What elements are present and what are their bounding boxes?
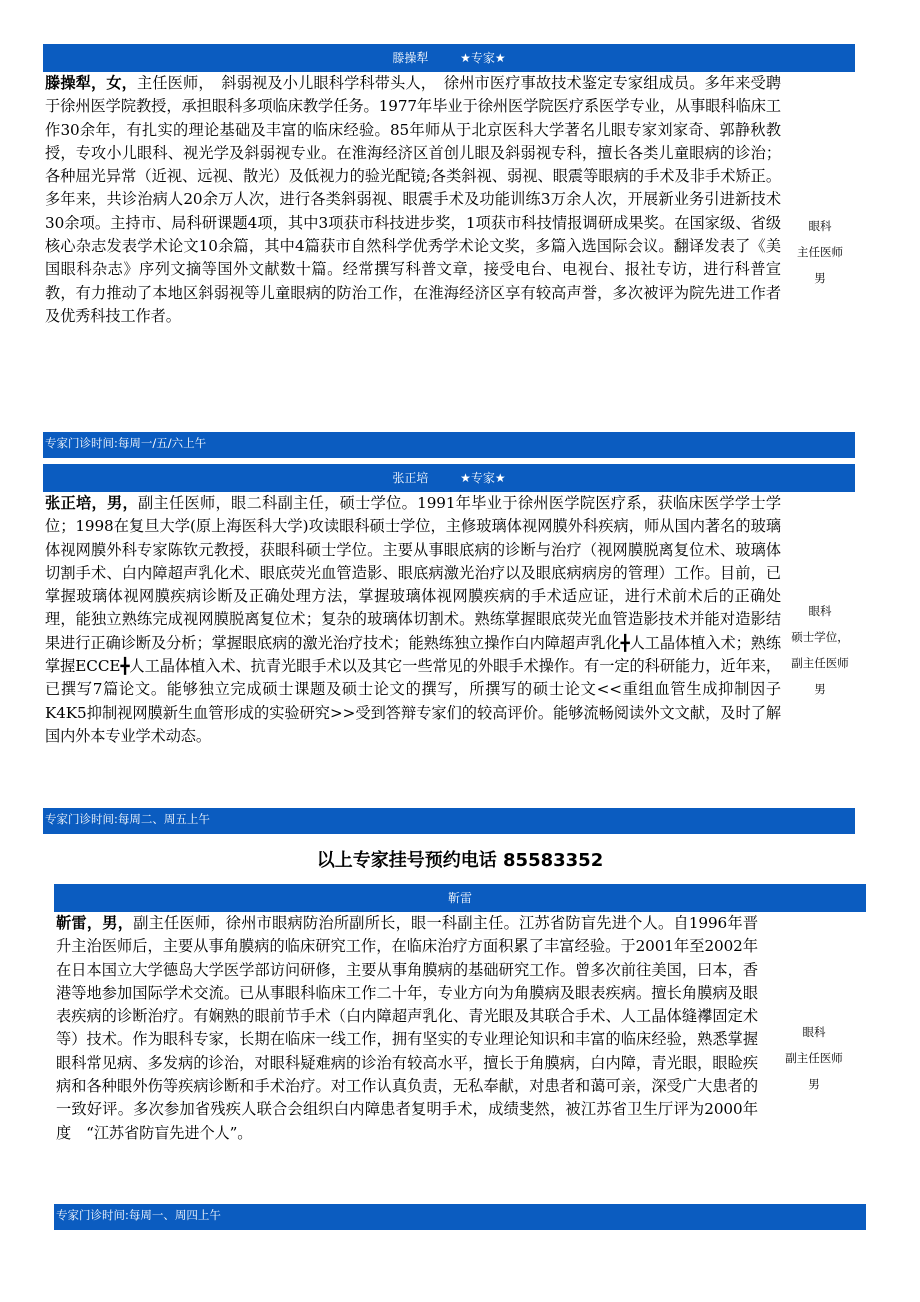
gender: 男 xyxy=(808,1077,820,1091)
department: 眼科 xyxy=(808,219,832,233)
doctor-bio xyxy=(43,492,785,808)
doctor-bio-text: 主任医师， 斜弱视及小儿眼科学科带头人， 徐州市医疗事故技术鉴定专家组成员。多年来受聘于徐州医学院教授，承担眼科多项临床教学任务。1977年毕业于徐州医学院医疗系医学专业，从事眼科临床工作30余年，有扎实的理论基础及丰富的临床经验。85年师从于北京医科大学著名儿眼专家刘家奇、郭静秋教授，专攻小儿眼科、视光学及斜弱视专业。在淮海经济区首创儿眼及斜弱视专科，擅长各类儿童眼病的诊治；各种屈光异常（近视、远视、散光）及低视力的验光配镜;各类斜视、弱视、眼震等眼病的手术及非手术矫正。多年来，共诊治病人20余万人次，进行各类斜弱视、眼震手术及功能训练3万余人次，开展新业务引进新技术30余项。主持市、局科研课题4项，其中3项获市科技进步奖，1项获市科技情报调研成果奖。在国家级、省级核心杂志发表学术论文10余篇，其中4篇获市自然科学优秀学术论文奖，多篇入选国际会议。翻译发表了《美国眼科杂志》序列文摘等国外文献数十篇。经常撰写科普文章，接受电台、电视台、报社专访，进行科普宣教，有力推动了本地区斜弱视等儿童眼病的防治工作，在淮海经济区享有较高声誉，多次被评为院先进工作者及优秀科技工作者。 xyxy=(45,74,781,325)
doctor-card-header xyxy=(43,464,855,492)
doctor-card-1 xyxy=(43,44,855,458)
doctor-header-name: 靳雷 xyxy=(447,891,472,905)
booking-hotline: 以上专家挂号预约电话 85583352 xyxy=(316,850,604,871)
clinic-hours: 专家门诊时间:每周一/五/六上午 xyxy=(43,432,855,458)
doctor-card-2 xyxy=(43,464,855,834)
doctor-bio xyxy=(54,912,762,1204)
clinic-hours: 专家门诊时间:每周一、周四上午 xyxy=(54,1204,866,1230)
clinic-hours: 专家门诊时间:每周二、周五上午 xyxy=(43,808,855,834)
degree: 硕士学位， xyxy=(791,630,849,644)
doctor-bio-name: 靳雷，男， xyxy=(56,914,134,932)
title: 副主任医师 xyxy=(791,656,849,670)
doctor-bio-name: 滕操犁，女， xyxy=(45,74,138,92)
doctor-side-info xyxy=(785,72,855,432)
doctor-bio-name: 张正培，男， xyxy=(45,494,139,512)
doctor-side-info xyxy=(762,912,866,1204)
doctor-side-info xyxy=(785,492,855,808)
doctor-bio xyxy=(43,72,785,432)
title: 副主任医师 xyxy=(785,1051,843,1065)
doctor-card-header xyxy=(43,44,855,72)
gender: 男 xyxy=(814,682,826,696)
doctor-header-name: 张正培 xyxy=(392,471,429,485)
expert-badge: ★专家★ xyxy=(460,51,506,65)
department: 眼科 xyxy=(808,604,832,618)
doctor-header-name: 滕操犁 xyxy=(392,51,429,65)
doctor-card-3 xyxy=(54,884,866,1230)
doctor-card-header xyxy=(54,884,866,912)
doctor-bio-text: 副主任医师，徐州市眼病防治所副所长，眼一科副主任。江苏省防盲先进个人。自1996年晋升主治医师后，主要从事角膜病的临床研究工作，在临床治疗方面积累了丰富经验。于2001年至2002年在日本国立大学德岛大学医学部访问研修，主要从事角膜病的基础研究工作。曾多次前往美国，曰本，香港等地参加国际学术交流。已从事眼科临床工作二十年，专业方向为角膜病及眼表疾病。擅长角膜病及眼表疾病的诊断治疗。有娴熟的眼前节手术（白内障超声乳化、青光眼及其联合手术、人工晶体缝襻固定术等）技术。作为眼科专家，长期在临床一线工作，拥有坚实的专业理论知识和丰富的临床经验，熟悉掌握眼科常见病、多发病的诊治，对眼科疑难病的诊治有较高水平，擅长于角膜病，白内障，青光眼，眼睑疾病和各种眼外伤等疾病诊断和手术治疗。对工作认真负责，无私奉献，对患者和蔼可亲，深受广大患者的一致好评。多次参加省残疾人联合会组织白内障患者复明手术，成绩斐然，被江苏省卫生厅评为2000年度 “江苏省防盲先进个人”。 xyxy=(56,914,758,1142)
department: 眼科 xyxy=(802,1025,826,1039)
doctor-bio-text: 副主任医师，眼二科副主任，硕士学位。1991年毕业于徐州医学院医疗系，获临床医学学士学位；1998在复旦大学(原上海医科大学)攻读眼科硕士学位，主修玻璃体视网膜外科疾病，师从国内著名的玻璃体视网膜外科专家陈钦元教授，获眼科硕士学位。主要从事眼底病的诊断与治疗（视网膜脱离复位术、玻璃体切割手术、白内障超声乳化术、眼底荧光血管造影、眼底病激光治疗以及眼底病病房的管理）工作。目前，已掌握玻璃体视网膜疾病诊断及正确处理方法，掌握玻璃体视网膜疾病的手术适应证，进行术前术后的正确处理，能独立熟练完成视网膜脱离复位术；复杂的玻璃体切割术。熟练掌握眼底荧光血管造影技术并能对造影结果进行正确诊断及分析；掌握眼底病的激光治疗技术；能熟练独立操作白内障超声乳化╋人工晶体植入术；熟练掌握ECCE╋人工晶体植入术、抗青光眼手术以及其它一些常见的外眼手术操作。有一定的科研能力，近年来，已撰写7篇论文。能够独立完成硕士课题及硕士论文的撰写，所撰写的硕士论文<<重组血管生成抑制因子K4K5抑制视网膜新生血管形成的实验研究>>受到答辩专家们的较高评价。能够流畅阅读外文文献，及时了解国内外本专业学术动态。 xyxy=(45,494,781,745)
gender: 男 xyxy=(814,271,826,285)
title: 主任医师 xyxy=(797,245,843,259)
expert-badge: ★专家★ xyxy=(460,471,506,485)
